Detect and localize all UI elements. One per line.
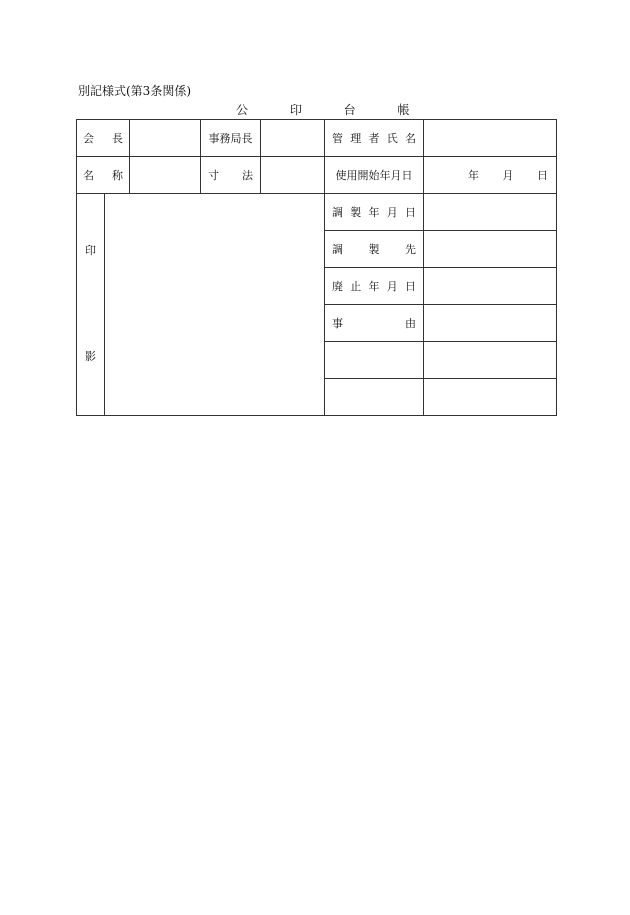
date-month-label: 月	[502, 168, 514, 182]
form-caption: 別記様式(第3条関係)	[78, 84, 191, 98]
table-row	[77, 120, 557, 157]
label-char: 氏	[386, 131, 398, 145]
maker-value-cell[interactable]	[424, 231, 557, 268]
manager-label-cell	[325, 120, 424, 157]
seal-impression-label-cell	[77, 194, 105, 416]
label-char: 廃	[332, 279, 343, 293]
label-char: 日	[405, 205, 416, 219]
label-char: 名	[405, 131, 416, 145]
manager-label	[325, 132, 423, 145]
size-label	[201, 169, 260, 182]
reason-label	[325, 317, 423, 330]
start-date	[424, 169, 556, 182]
label-char: 事	[332, 316, 343, 330]
name-label-cell	[77, 157, 130, 194]
date-year-label: 年	[468, 168, 479, 182]
made-date-value-cell[interactable]	[424, 194, 557, 231]
label-char: 長	[112, 131, 123, 145]
label-char: 年	[368, 205, 380, 219]
secretary-label-cell	[201, 120, 261, 157]
date-day-label: 日	[537, 168, 548, 182]
maker-label-cell	[325, 231, 424, 268]
label-char: 法	[242, 168, 253, 182]
reason-label-cell	[325, 305, 424, 342]
label-char: 製	[350, 205, 362, 219]
chairman-label	[77, 132, 129, 145]
start-label: 使用開始年月日	[335, 168, 413, 182]
label-char: 製	[368, 242, 380, 256]
seal-impression-label	[77, 194, 104, 414]
label-char: 者	[368, 131, 380, 145]
blank-label-cell[interactable]	[325, 342, 424, 379]
label-char: 理	[350, 131, 362, 145]
label-char: 年	[368, 279, 380, 293]
secretary-value-cell[interactable]	[261, 120, 325, 157]
label-char: 印	[85, 244, 96, 257]
chairman-value-cell[interactable]	[130, 120, 201, 157]
seal-impression-area[interactable]	[105, 194, 325, 416]
label-char: 月	[386, 205, 398, 219]
name-label	[77, 169, 129, 182]
label-char: 由	[405, 316, 416, 330]
seal-register-table	[76, 119, 557, 416]
register-title: 公 印 台 帳	[236, 103, 429, 117]
blank-value-cell[interactable]	[424, 342, 557, 379]
manager-value-cell[interactable]	[424, 120, 557, 157]
size-value-cell[interactable]	[261, 157, 325, 194]
abolition-date-label	[325, 280, 423, 293]
made-date-label	[325, 206, 423, 219]
label-char: 先	[405, 242, 416, 256]
start-label-cell	[325, 157, 424, 194]
start-date-cell[interactable]	[424, 157, 557, 194]
blank-value-cell[interactable]	[424, 379, 557, 416]
made-date-label-cell	[325, 194, 424, 231]
label-char: 日	[405, 279, 416, 293]
label-char: 会	[83, 131, 94, 145]
label-char: 止	[350, 279, 362, 293]
table-row	[77, 194, 557, 231]
label-char: 管	[332, 131, 343, 145]
label-char: 影	[85, 350, 96, 363]
abolition-date-label-cell	[325, 268, 424, 305]
label-char: 調	[332, 205, 343, 219]
abolition-date-value-cell[interactable]	[424, 268, 557, 305]
label-char: 寸	[208, 168, 219, 182]
table-row	[77, 157, 557, 194]
chairman-label-cell	[77, 120, 130, 157]
maker-label	[325, 243, 423, 256]
secretary-label: 事務局長	[208, 131, 253, 145]
size-label-cell	[201, 157, 261, 194]
label-char: 称	[112, 168, 123, 182]
label-char: 月	[386, 279, 398, 293]
name-value-cell[interactable]	[130, 157, 201, 194]
label-char: 調	[332, 242, 343, 256]
label-char: 名	[83, 168, 94, 182]
reason-value-cell[interactable]	[424, 305, 557, 342]
blank-label-cell[interactable]	[325, 379, 424, 416]
